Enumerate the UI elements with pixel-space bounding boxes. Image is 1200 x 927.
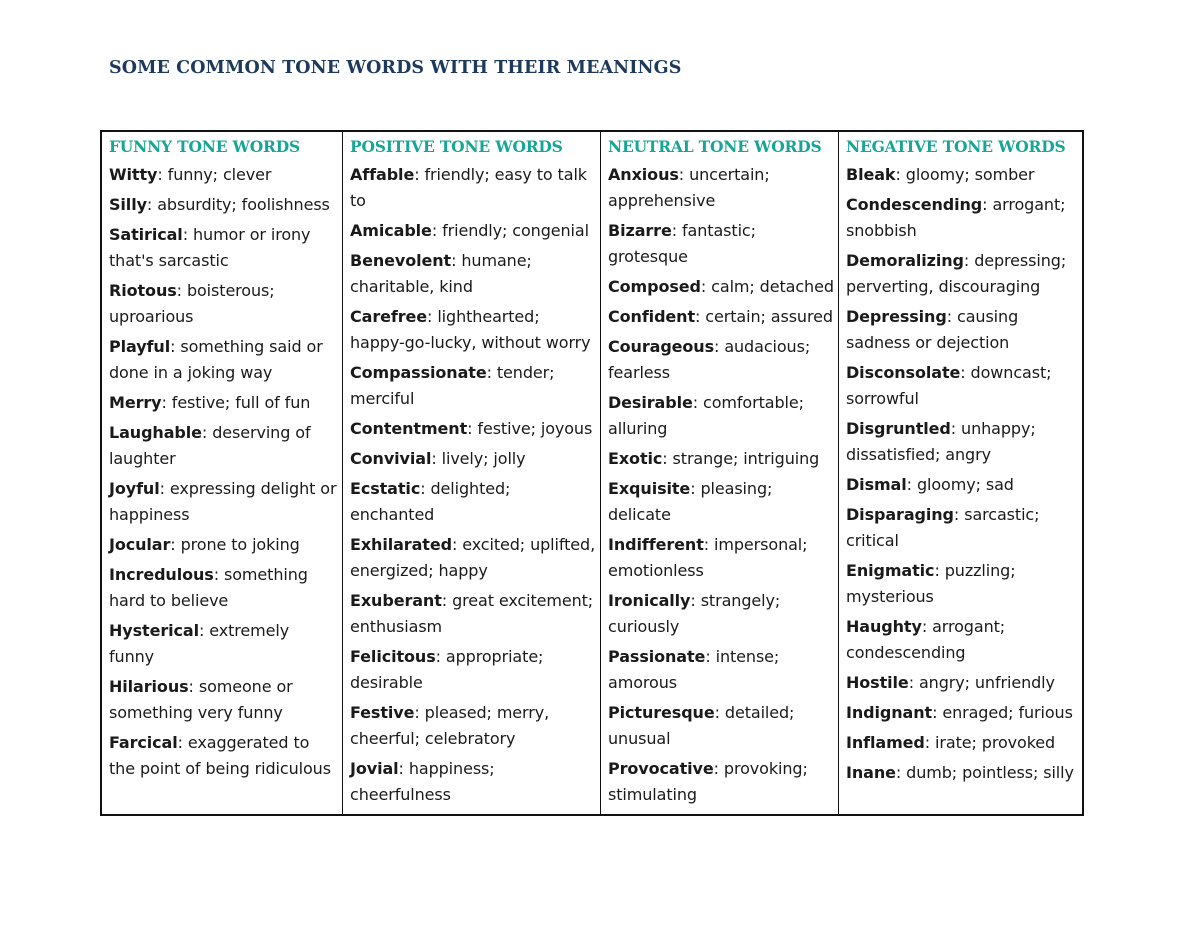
tone-entry <box>846 502 1078 554</box>
tone-term: Hostile <box>846 673 909 692</box>
tone-entry <box>350 304 596 356</box>
tone-definition: certain; assured <box>705 307 833 326</box>
tone-term: Benevolent <box>350 251 452 270</box>
tone-definition: delighted; enchanted <box>350 479 511 524</box>
tone-definition: lighthearted; happy-go-lucky, without worry <box>350 307 591 352</box>
tone-term: Felicitous <box>350 647 436 666</box>
tone-definition: puzzling; mysterious <box>846 561 1016 606</box>
tone-entry <box>350 700 596 752</box>
tone-definition: friendly; easy to talk to <box>350 165 587 210</box>
tone-entry <box>109 562 338 614</box>
column-header: NEUTRAL TONE WORDS <box>608 137 822 156</box>
tone-entry <box>109 674 338 726</box>
tone-term: Riotous <box>109 281 177 300</box>
tone-term: Bleak <box>846 165 896 184</box>
tone-term: Anxious <box>608 165 679 184</box>
term-separator: : <box>451 251 462 270</box>
tone-entry <box>109 192 338 218</box>
tone-definition: uncertain; apprehensive <box>608 165 770 210</box>
tone-entry <box>109 420 338 472</box>
tone-definition: provoking; stimulating <box>608 759 808 804</box>
tone-definition: intense; amorous <box>608 647 780 692</box>
term-separator: : <box>161 393 172 412</box>
tone-definition: funny; clever <box>167 165 272 184</box>
term-separator: : <box>199 621 210 640</box>
tone-term: Playful <box>109 337 171 356</box>
term-separator: : <box>934 561 945 580</box>
tone-definition: something hard to believe <box>109 565 308 610</box>
term-separator: : <box>906 475 917 494</box>
tone-definition: humor or irony that's sarcastic <box>109 225 311 270</box>
tone-entry <box>608 162 834 214</box>
tone-term: Festive <box>350 703 415 722</box>
term-separator: : <box>213 565 224 584</box>
term-separator: : <box>420 479 431 498</box>
tone-definition: boisterous; uproarious <box>109 281 275 326</box>
tone-entry <box>608 476 834 528</box>
tone-definition: downcast; sorrowful <box>846 363 1052 408</box>
column-header: POSITIVE TONE WORDS <box>350 137 563 156</box>
tone-term: Haughty <box>846 617 922 636</box>
tone-entry <box>109 618 338 670</box>
tone-definition: arrogant; snobbish <box>846 195 1066 240</box>
tone-term: Amicable <box>350 221 432 240</box>
tone-entry <box>608 588 834 640</box>
tone-term: Indignant <box>846 703 933 722</box>
tone-entry <box>608 274 834 300</box>
term-separator: : <box>170 337 181 356</box>
tone-term: Carefree <box>350 307 428 326</box>
tone-term: Jocular <box>109 535 171 554</box>
tone-term: Hysterical <box>109 621 199 640</box>
tone-definition: excited; uplifted, energized; happy <box>350 535 596 580</box>
term-separator: : <box>946 307 957 326</box>
column-positive <box>343 132 601 814</box>
tone-term: Incredulous <box>109 565 214 584</box>
tone-term: Compassionate <box>350 363 487 382</box>
tone-term: Exquisite <box>608 479 691 498</box>
tone-term: Disparaging <box>846 505 954 524</box>
tone-definition: deserving of laughter <box>109 423 311 468</box>
tone-term: Exuberant <box>350 591 442 610</box>
tone-definition: tender; merciful <box>350 363 555 408</box>
tone-entry <box>846 304 1078 356</box>
term-separator: : <box>201 423 213 442</box>
tone-term: Desirable <box>608 393 693 412</box>
tone-entry <box>846 360 1078 412</box>
tone-entry <box>608 334 834 386</box>
tone-term: Picturesque <box>608 703 715 722</box>
tone-entry <box>109 334 338 386</box>
term-separator: : <box>705 647 716 666</box>
tone-entry <box>350 218 596 244</box>
tone-term: Indifferent <box>608 535 704 554</box>
term-separator: : <box>908 673 919 692</box>
tone-definition: enraged; furious <box>942 703 1073 722</box>
term-separator: : <box>467 419 478 438</box>
tone-definition: expressing delight or happiness <box>109 479 337 524</box>
tone-entry <box>846 614 1078 666</box>
tone-entry <box>846 670 1078 696</box>
tone-definition: friendly; congenial <box>442 221 589 240</box>
tone-entry <box>109 476 338 528</box>
tone-entry <box>109 730 338 782</box>
tone-entry <box>350 756 596 808</box>
tone-entry <box>846 700 1078 726</box>
tone-entry <box>350 532 596 584</box>
term-separator: : <box>427 307 438 326</box>
tone-term: Demoralizing <box>846 251 964 270</box>
tone-definition: gloomy; somber <box>905 165 1035 184</box>
tone-term: Joyful <box>109 479 160 498</box>
tone-definition: absurdity; foolishness <box>157 195 330 214</box>
term-separator: : <box>714 703 725 722</box>
tone-definition: great excitement; enthusiasm <box>350 591 594 636</box>
tone-term: Provocative <box>608 759 714 778</box>
tone-term: Disgruntled <box>846 419 951 438</box>
term-separator: : <box>713 759 724 778</box>
term-separator: : <box>146 195 158 214</box>
tone-definition: comfortable; alluring <box>608 393 804 438</box>
term-separator: : <box>692 393 703 412</box>
term-separator: : <box>960 363 971 382</box>
tone-definition: depressing; perverting, discouraging <box>846 251 1067 296</box>
tone-entry <box>608 700 834 752</box>
tone-definition: humane; charitable, kind <box>350 251 532 296</box>
column-neutral <box>601 132 839 814</box>
term-separator: : <box>921 617 933 636</box>
tone-term: Contentment <box>350 419 468 438</box>
tone-entry <box>846 730 1078 756</box>
tone-entry <box>846 192 1078 244</box>
tone-term: Inflamed <box>846 733 925 752</box>
tone-term: Ecstatic <box>350 479 421 498</box>
tone-definition: pleasing; delicate <box>608 479 773 524</box>
column-funny <box>102 132 343 814</box>
tone-entry <box>608 390 834 442</box>
tone-definition: unhappy; dissatisfied; angry <box>846 419 1036 464</box>
tone-entry <box>846 416 1078 468</box>
term-separator: : <box>690 591 701 610</box>
term-separator: : <box>700 277 712 296</box>
term-separator: : <box>924 733 936 752</box>
tone-term: Enigmatic <box>846 561 935 580</box>
tone-definition: strangely; curiously <box>608 591 781 636</box>
tone-term: Laughable <box>109 423 202 442</box>
tone-term: Silly <box>109 195 147 214</box>
tone-term: Composed <box>608 277 701 296</box>
tone-definition: pleased; merry, cheerful; celebratory <box>350 703 550 748</box>
term-separator: : <box>414 703 425 722</box>
tone-term: Disconsolate <box>846 363 961 382</box>
term-separator: : <box>159 479 170 498</box>
tone-entry <box>608 446 834 472</box>
term-separator: : <box>170 535 181 554</box>
tone-definition: impersonal; emotionless <box>608 535 808 580</box>
term-separator: : <box>157 165 168 184</box>
term-separator: : <box>678 165 690 184</box>
column-negative <box>839 132 1082 814</box>
tone-definition: detailed; unusual <box>608 703 795 748</box>
tone-entry <box>608 218 834 270</box>
tone-definition: angry; unfriendly <box>918 673 1055 692</box>
tone-definition: festive; full of fun <box>171 393 311 412</box>
tone-term: Condescending <box>846 195 983 214</box>
tone-definition: dumb; pointless; silly <box>906 763 1074 782</box>
tone-entry <box>350 588 596 640</box>
term-separator: : <box>431 449 442 468</box>
tone-term: Exhilarated <box>350 535 452 554</box>
term-separator: : <box>486 363 497 382</box>
tone-term: Witty <box>109 165 158 184</box>
tone-definition: causing sadness or dejection <box>846 307 1019 352</box>
term-separator: : <box>703 535 715 554</box>
tone-term: Satirical <box>109 225 183 244</box>
tone-entry <box>350 446 596 472</box>
tone-definition: lively; jolly <box>441 449 526 468</box>
tone-term: Confident <box>608 307 696 326</box>
tone-entry <box>109 278 338 330</box>
tone-entry <box>608 532 834 584</box>
tone-definition: happiness; cheerfulness <box>350 759 495 804</box>
tone-entry <box>350 248 596 300</box>
tone-term: Jovial <box>350 759 399 778</box>
tone-entry <box>109 390 338 416</box>
tone-term: Exotic <box>608 449 663 468</box>
tone-entry <box>608 304 834 330</box>
tone-term: Passionate <box>608 647 706 666</box>
term-separator: : <box>953 505 965 524</box>
term-separator: : <box>177 733 188 752</box>
tone-entry <box>350 360 596 412</box>
term-separator: : <box>441 591 453 610</box>
term-separator: : <box>932 703 943 722</box>
tone-definition: something said or done in a joking way <box>109 337 323 382</box>
tone-definition: strange; intriguing <box>672 449 820 468</box>
term-separator: : <box>451 535 463 554</box>
tone-entry <box>109 162 338 188</box>
term-separator: : <box>895 165 906 184</box>
tone-term: Inane <box>846 763 896 782</box>
page-title: SOME COMMON TONE WORDS WITH THEIR MEANINGS <box>109 58 682 78</box>
term-separator: : <box>695 307 706 326</box>
tone-definition: festive; joyous <box>477 419 593 438</box>
tone-entry <box>109 532 338 558</box>
tone-definition: appropriate; desirable <box>350 647 544 692</box>
tone-term: Affable <box>350 165 415 184</box>
term-separator: : <box>895 763 907 782</box>
tone-entry <box>350 476 596 528</box>
term-separator: : <box>398 759 409 778</box>
tone-definition: extremely funny <box>109 621 290 666</box>
term-separator: : <box>435 647 446 666</box>
tone-definition: fantastic; grotesque <box>608 221 756 266</box>
tone-definition: irate; provoked <box>935 733 1056 752</box>
tone-entry <box>846 248 1078 300</box>
tone-entry <box>846 558 1078 610</box>
tone-term: Dismal <box>846 475 907 494</box>
tone-entry <box>109 222 338 274</box>
term-separator: : <box>982 195 993 214</box>
tone-entry <box>608 756 834 808</box>
tone-entry <box>846 472 1078 498</box>
tone-definition: gloomy; sad <box>916 475 1014 494</box>
tone-definition: arrogant; condescending <box>846 617 1006 662</box>
term-separator: : <box>188 677 199 696</box>
tone-term: Depressing <box>846 307 947 326</box>
tone-term: Courageous <box>608 337 715 356</box>
column-header: FUNNY TONE WORDS <box>109 137 300 156</box>
tone-definition: calm; detached <box>711 277 834 296</box>
tone-term: Farcical <box>109 733 178 752</box>
tone-term: Ironically <box>608 591 691 610</box>
tone-entry <box>608 644 834 696</box>
tone-entry <box>846 162 1078 188</box>
tone-definition: someone or something very funny <box>109 677 293 722</box>
tone-definition: sarcastic; critical <box>846 505 1040 550</box>
term-separator: : <box>182 225 193 244</box>
tone-term: Merry <box>109 393 162 412</box>
term-separator: : <box>414 165 425 184</box>
tone-words-table <box>100 130 1084 816</box>
tone-definition: audacious; fearless <box>608 337 811 382</box>
tone-term: Bizarre <box>608 221 672 240</box>
tone-entry <box>846 760 1078 786</box>
tone-entry <box>350 644 596 696</box>
term-separator: : <box>176 281 187 300</box>
term-separator: : <box>963 251 975 270</box>
tone-entry <box>350 162 596 214</box>
term-separator: : <box>690 479 701 498</box>
term-separator: : <box>950 419 962 438</box>
tone-definition: prone to joking <box>180 535 300 554</box>
column-header: NEGATIVE TONE WORDS <box>846 137 1066 156</box>
term-separator: : <box>671 221 683 240</box>
tone-entry <box>350 416 596 442</box>
term-separator: : <box>431 221 443 240</box>
term-separator: : <box>662 449 673 468</box>
term-separator: : <box>714 337 725 356</box>
tone-term: Convivial <box>350 449 432 468</box>
tone-definition: exaggerated to the point of being ridiculous <box>109 733 331 778</box>
tone-term: Hilarious <box>109 677 189 696</box>
